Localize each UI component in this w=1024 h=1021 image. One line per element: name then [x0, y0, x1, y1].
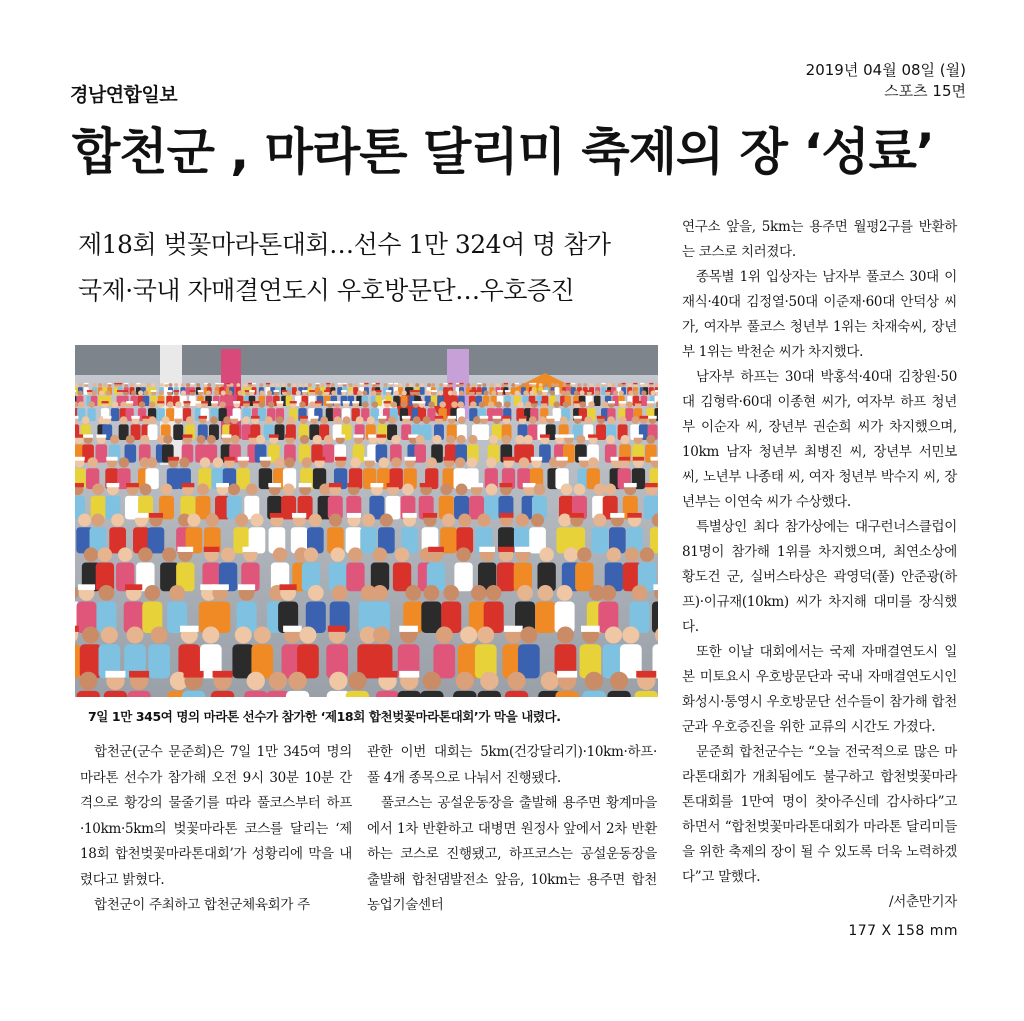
runner [475, 626, 497, 678]
runner [306, 585, 326, 633]
runner [398, 671, 421, 697]
runner [307, 514, 324, 554]
runner [484, 585, 504, 633]
runner [376, 671, 399, 697]
runner [620, 626, 642, 678]
runner [626, 513, 643, 553]
runner [142, 585, 162, 633]
runner [478, 547, 496, 592]
runner [210, 584, 230, 633]
runner [269, 513, 286, 553]
runner [148, 416, 158, 440]
runner [398, 626, 420, 679]
runner [160, 547, 178, 591]
runner [529, 514, 546, 554]
runner [371, 547, 389, 591]
runner [90, 514, 107, 554]
runner [518, 626, 540, 678]
runner [189, 390, 196, 406]
runner [111, 401, 119, 421]
runner [537, 547, 555, 591]
runner [630, 585, 650, 633]
runner [196, 484, 211, 520]
runner [186, 383, 191, 395]
photo-caption: 7일 1만 345여 명의 마라톤 선수가 참가한 ‘제18회 합천벚꽃마라톤대회’가 막을 내렸다. [88, 709, 561, 724]
runner [555, 383, 560, 395]
runner [580, 626, 602, 679]
runner [469, 483, 484, 519]
runner [96, 585, 116, 633]
paragraph: 연구소 앞을, 5km는 용주면 월평2구를 반환하는 코스로 치러졌다. [682, 219, 957, 260]
runner [594, 390, 601, 406]
runner [641, 390, 648, 406]
runner [77, 584, 97, 633]
runner [555, 585, 575, 633]
runner [421, 585, 441, 633]
paragraph: 관한 이번 대회는 5km(건강달리기)·10km·하프·풀 4개 종목으로 나눠서 진행됐다. [367, 744, 657, 786]
newspaper-name: 경남연합일보 [70, 84, 178, 106]
runner [456, 514, 473, 554]
paragraph: 합천군이 주최하고 합천군체육회가 주 [94, 897, 310, 913]
runner [609, 513, 626, 553]
runner [227, 390, 234, 406]
clip-size: 177 X 158 mm [848, 923, 958, 939]
runner [360, 514, 377, 554]
runner [80, 626, 102, 678]
runner [635, 671, 658, 697]
runner [178, 626, 200, 679]
runner [401, 513, 418, 553]
article-column-middle [367, 740, 657, 919]
runner [371, 626, 393, 678]
runner [484, 484, 499, 520]
runner [427, 547, 445, 592]
runner [443, 383, 448, 395]
runner [176, 547, 194, 592]
article-column-left [80, 740, 352, 919]
runner [96, 547, 114, 591]
runner [200, 626, 222, 678]
runner [605, 547, 623, 591]
marathon-crowd-photo [75, 345, 658, 697]
runner [568, 513, 585, 553]
runner [237, 584, 257, 633]
runner [148, 626, 170, 678]
subheads [78, 222, 658, 314]
runner [227, 484, 242, 520]
runner [393, 547, 411, 591]
subhead: 국제·국내 자매결연도시 우호방문단…우호증진 [78, 276, 575, 305]
runner [104, 671, 127, 697]
runner [555, 626, 577, 678]
runner [644, 483, 658, 519]
runner [598, 585, 618, 633]
runner [327, 514, 344, 554]
runner [514, 547, 532, 592]
runner [148, 513, 165, 553]
issue-meta [806, 60, 966, 102]
runner [211, 671, 234, 697]
paragraph: 문준희 합천군수는 “오늘 전국적으로 많은 마라톤대회가 개최됨에도 불구하고 합천벚꽃마라톤대회를 1만여 명이 찾아주신데 감사하다”고 하면서 “합천벚꽃마라톤대회가 마라톤 달리미들을 위한 축제의 장이 될 수 있도록 더욱 노력하겠다”고 말했다. [682, 744, 957, 885]
runner [237, 457, 250, 489]
paragraph: 풀코스는 공설운동장을 출발해 용주면 황계마을에서 1차 반환하고 대병면 원정사 앞에서 2차 반환하는 코스로 진행됐고, 하프코스는 공설운동장을 출발해 합천댐발전소 앞음, 10km는 용주면 합천농업기술센터 [367, 795, 657, 913]
runner [127, 671, 150, 697]
runner [326, 626, 348, 679]
runner [479, 416, 489, 440]
runner [278, 584, 298, 633]
runner [433, 626, 455, 678]
paragraph: 종목별 1위 입상자는 남자부 풀코스 30대 이재식·40대 김정열·50대 이준재·60대 안덕상 씨가, 여자부 풀코스 청년부 1위는 차재숙씨, 장년부 1위는 박천순 씨가 차지했다. [682, 269, 957, 360]
photo-illustration [75, 345, 658, 697]
byline: /서춘만기자 [889, 894, 957, 910]
runner [601, 383, 606, 395]
section-page: 스포츠 15면 [884, 82, 966, 100]
runner [173, 416, 183, 440]
runner [182, 671, 205, 697]
paragraph: 또한 이날 대회에서는 국제 자매결연도시 일본 미토요시 우호방문단과 국내 자매결연도시인 화성시·통영시 우호방문단 선수들이 참가해 합천군과 우호증진을 위한 교류의 시간도 가졌다. [682, 644, 957, 735]
runner [133, 513, 150, 553]
runner [99, 626, 121, 678]
runner [251, 626, 273, 678]
runner [441, 585, 461, 633]
runner [591, 514, 608, 554]
headline: 합천군 , 마라톤 달리미 축제의 장 ‘성료’ [72, 123, 934, 181]
runner [420, 383, 425, 395]
runner [329, 547, 347, 591]
runner [497, 547, 515, 592]
paragraph: 남자부 하프는 30대 박홍석·40대 김창원·50대 김형락·60대 이종현 씨가, 여자부 하프 청년부 이순자 씨, 장년부 권순희 씨가 차지했으며, 10km 남자 청년부 최병진 씨, 장년부 서민보 씨, 노년부 나종태 씨, 여자 청년부 박수지 씨, 장년부는 이연숙 씨가 수상했다. [682, 369, 957, 510]
issue-date: 2019년 04월 08일 (월) [805, 61, 966, 79]
runner [109, 514, 126, 554]
runner [535, 585, 555, 633]
runner [370, 585, 390, 633]
runner [346, 513, 363, 553]
runner [369, 483, 384, 519]
paragraph: 합천군(군수 문준희)은 7일 1만 345여 명의 마라톤 선수가 참가해 오전 9시 30분 10분 간격으로 황강의 물줄기를 따라 풀코스부터 하프·10km·5km의 벚꽃마라톤 코스를 달리는 ‘제18회 합천벚꽃마라톤대회’가 성황리에 막을 내렸다고 밝혔다. [80, 744, 352, 888]
runner [232, 626, 254, 678]
subhead: 제18회 벚꽃마라톤대회…선수 1만 324여 명 참가 [78, 230, 611, 259]
article-column-right [682, 215, 957, 915]
runner [96, 434, 108, 462]
runner [291, 513, 308, 553]
runner [555, 671, 578, 697]
runner [297, 626, 319, 678]
paragraph: 특별상인 최다 참가상에는 대구런너스클럽이 81명이 참가해 1위를 차지했으며, 최연소상에 황도건 군, 실버스타상은 곽영덕(풀) 안준광(하프)·이규재(10km) 씨가 차지해 대미를 장식했다. [682, 519, 957, 635]
runner [414, 435, 426, 463]
runner [346, 547, 364, 591]
runner [302, 547, 320, 591]
runner [454, 547, 472, 591]
runner [575, 547, 593, 591]
runner [124, 584, 144, 633]
runner [124, 626, 146, 678]
